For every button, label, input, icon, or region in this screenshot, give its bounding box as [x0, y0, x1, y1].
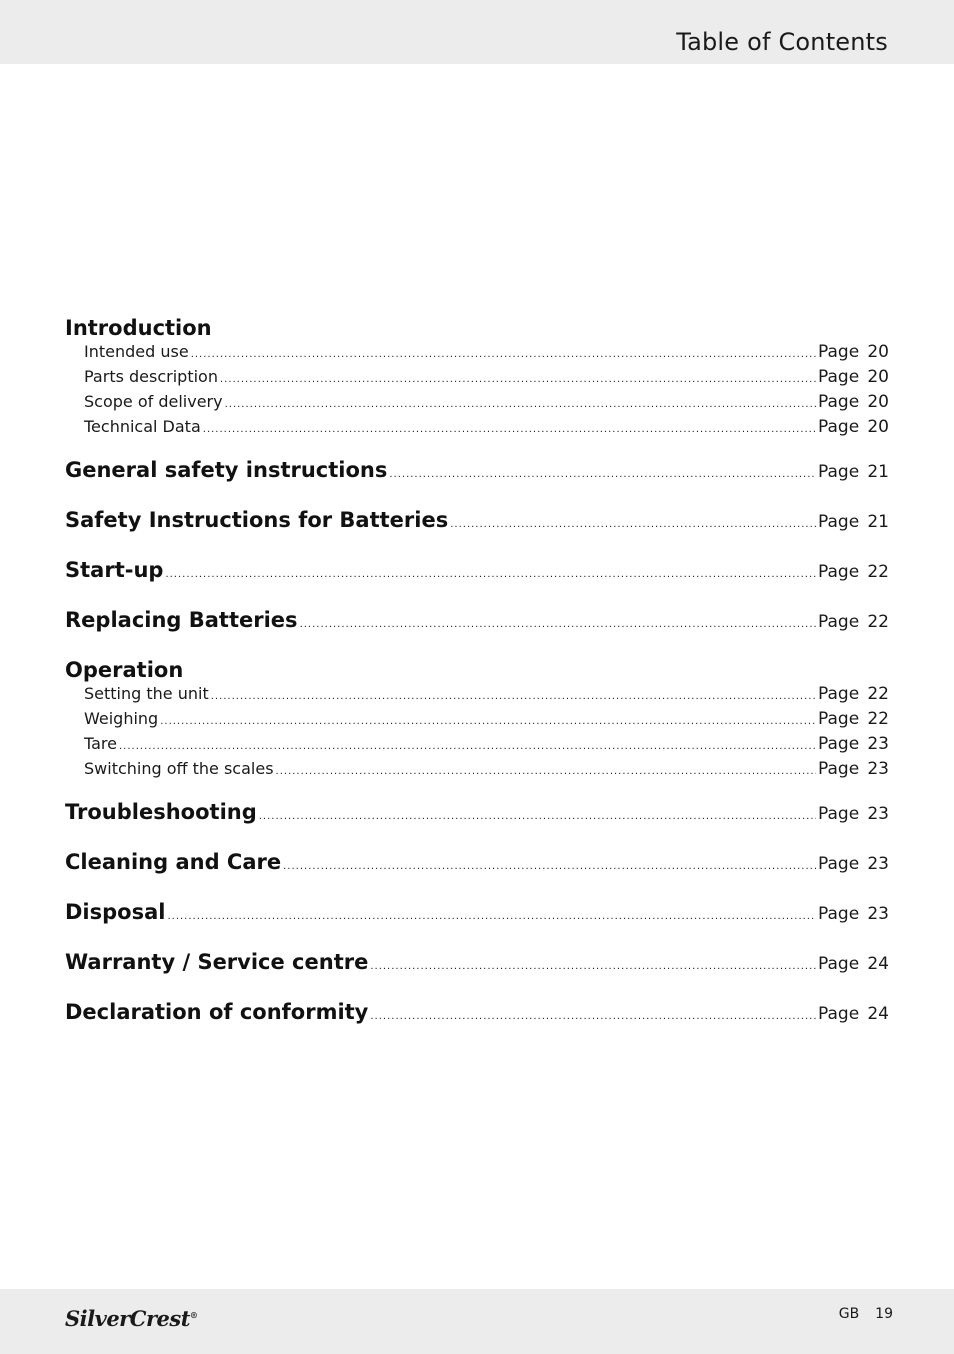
dot-leader [203, 424, 816, 435]
toc-entry-startup[interactable] [65, 554, 889, 604]
dot-leader [165, 569, 816, 580]
toc-entry-setting-unit[interactable] [84, 684, 889, 709]
toc-entry-label: Weighing [84, 709, 159, 728]
toc-entry-tare[interactable] [84, 734, 889, 759]
toc-entry-page: Page 22 [818, 562, 889, 582]
toc-entry-intended-use[interactable] [84, 342, 889, 367]
toc-entry-label: Replacing Batteries [65, 608, 298, 632]
toc-entry-cleaning[interactable] [65, 846, 889, 896]
toc-entry-page: Page 21 [818, 512, 889, 532]
toc-entry-general-safety[interactable] [65, 454, 889, 504]
toc-entry-technical-data[interactable] [84, 417, 889, 442]
toc-entry-label: Scope of delivery [84, 392, 223, 411]
toc-entry-page: Page 23 [818, 759, 889, 779]
toc-entry-label: Warranty / Service centre [65, 950, 369, 974]
toc-entry-page: Page 23 [818, 734, 889, 754]
toc-entry-label: Disposal [65, 900, 166, 924]
toc-entry-page: Page 23 [818, 804, 889, 824]
toc-entry-label: Safety Instructions for Batteries [65, 508, 449, 532]
toc-entry-page: Page 20 [818, 342, 889, 362]
toc-entry-label: Switching off the scales [84, 759, 274, 778]
toc-entry-disposal[interactable] [65, 896, 889, 946]
toc-entry-page: Page 22 [818, 684, 889, 704]
toc-entry-page: Page 20 [818, 417, 889, 437]
dot-leader [389, 469, 816, 480]
toc-entry-switching-off[interactable] [84, 759, 889, 784]
toc-entry-warranty[interactable] [65, 946, 889, 996]
toc-entry-label: Troubleshooting [65, 800, 257, 824]
dot-leader [160, 716, 816, 727]
dot-leader [370, 961, 816, 972]
toc-entry-label: Start-up [65, 558, 164, 582]
toc-section-introduction [65, 312, 889, 442]
dot-leader [167, 911, 816, 922]
language-code: GB [838, 1306, 860, 1322]
toc-entry-label: General safety instructions [65, 458, 388, 482]
dot-leader [225, 399, 816, 410]
toc-entry-troubleshooting[interactable] [65, 796, 889, 846]
toc-section-operation [65, 654, 889, 784]
toc-entry-label: Parts description [84, 367, 218, 386]
toc-entry-label: Intended use [84, 342, 189, 361]
toc-entry-page: Page 23 [818, 904, 889, 924]
toc-sublist-operation [65, 684, 889, 784]
toc-entry-replacing-batteries[interactable] [65, 604, 889, 654]
dot-leader [276, 766, 816, 777]
page-number: 19 [875, 1306, 893, 1322]
toc-entry-declaration[interactable] [65, 996, 889, 1046]
brand-logo: SilverCrest® [65, 1306, 198, 1331]
toc-entry-label: Declaration of conformity [65, 1000, 369, 1024]
footer-info [839, 1306, 893, 1322]
toc-entry-label: Setting the unit [84, 684, 209, 703]
dot-leader [220, 374, 816, 385]
toc-entry-page: Page 23 [818, 854, 889, 874]
toc-heading-operation: Operation [65, 658, 184, 682]
toc-entry-page: Page 21 [818, 462, 889, 482]
toc-entry-page: Page 22 [818, 709, 889, 729]
dot-leader [450, 519, 816, 530]
toc-entry-page: Page 20 [818, 367, 889, 387]
table-of-contents [65, 312, 889, 1046]
toc-entry-label: Tare [84, 734, 117, 753]
toc-sublist-introduction [65, 342, 889, 442]
dot-leader [211, 691, 816, 702]
dot-leader [300, 619, 816, 630]
dot-leader [119, 741, 816, 752]
toc-entry-weighing[interactable] [84, 709, 889, 734]
toc-entry-page: Page 24 [818, 1004, 889, 1024]
toc-entry-label: Cleaning and Care [65, 850, 282, 874]
toc-entry-page: Page 20 [818, 392, 889, 412]
toc-entry-page: Page 22 [818, 612, 889, 632]
toc-entry-battery-safety[interactable] [65, 504, 889, 554]
toc-entry-parts-description[interactable] [84, 367, 889, 392]
dot-leader [259, 811, 816, 822]
toc-entry-scope-of-delivery[interactable] [84, 392, 889, 417]
dot-leader [191, 349, 816, 360]
dot-leader [283, 861, 816, 872]
toc-entry-label: Technical Data [84, 417, 201, 436]
toc-entry-page: Page 24 [818, 954, 889, 974]
dot-leader [370, 1011, 816, 1022]
page-title: Table of Contents [676, 28, 888, 56]
toc-heading-introduction: Introduction [65, 316, 212, 340]
